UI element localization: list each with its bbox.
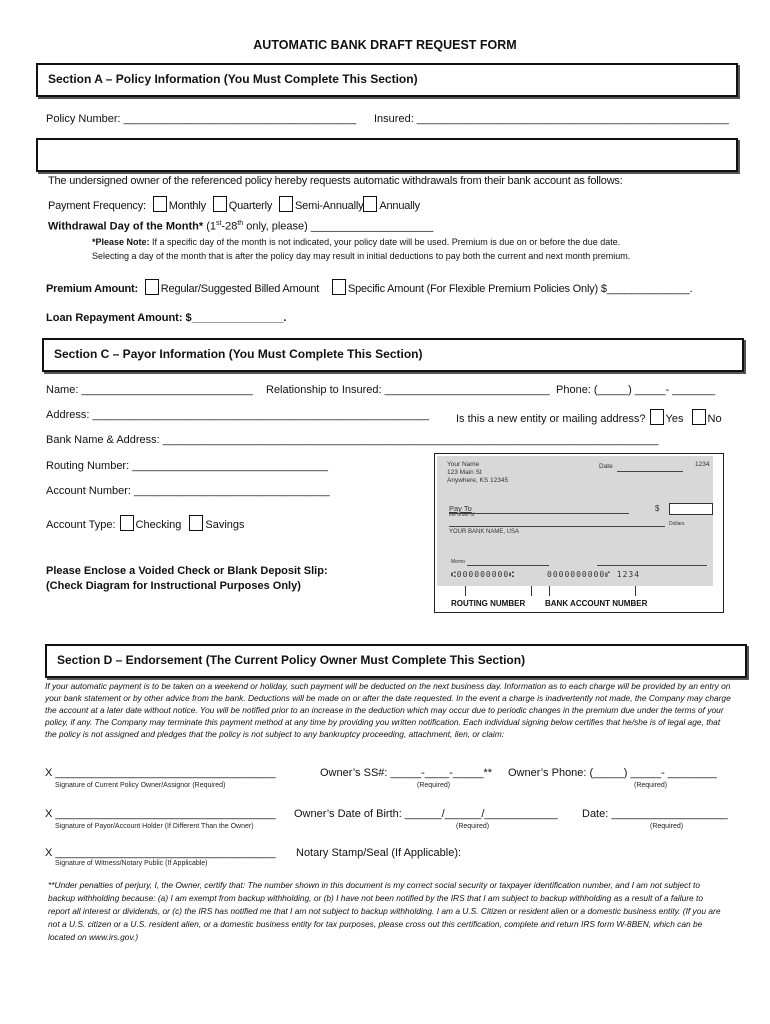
- annually-label: Annually: [379, 200, 420, 212]
- withdrawal-intro: The undersigned owner of the referenced policy hereby requests automatic withdrawals from their bank account as follows:: [48, 175, 623, 187]
- withdrawal-day-field[interactable]: only, please) ____________________: [243, 220, 434, 233]
- section-a-title: Section A – Policy Information (You Must Complete This Section): [48, 72, 418, 86]
- insured-field[interactable]: Insured: ___________________________________________________: [374, 113, 729, 125]
- withdrawal-range-mid: -28: [221, 220, 238, 233]
- quarterly-checkbox[interactable]: [213, 196, 227, 212]
- check-payer-city: Anywhere, KS 12345: [447, 477, 509, 484]
- ssn-required-caption: (Required): [417, 782, 451, 789]
- checking-label: Checking: [135, 519, 182, 531]
- account-type-label: Account Type:: [46, 519, 116, 531]
- premium-amount-label: Premium Amount:: [46, 283, 138, 295]
- payor-signature-line[interactable]: X ____________________________________: [45, 808, 276, 820]
- dob-required-caption: (Required): [456, 823, 490, 830]
- witness-signature-caption: Signature of Witness/Notary Public (If Applicable): [55, 860, 208, 867]
- date-required-caption: (Required): [650, 823, 684, 830]
- policy-number-field[interactable]: Policy Number: ______________________________________: [46, 113, 357, 125]
- check-dollars-label: Dollars: [669, 521, 685, 527]
- routing-number-caption: ROUTING NUMBER: [451, 599, 526, 608]
- premium-amount-row: [46, 279, 692, 295]
- check-pay-to: Pay To: [449, 504, 472, 513]
- check-amount-box: [669, 503, 713, 515]
- check-bank-name: YOUR BANK NAME, USA: [449, 529, 520, 535]
- account-tick-left: [549, 586, 551, 596]
- enclose-check-instruction: Please Enclose a Voided Check or Blank Deposit Slip:: [46, 565, 328, 577]
- loan-repayment-field[interactable]: Loan Repayment Amount: $_______________.: [46, 312, 287, 324]
- monthly-label: Monthly: [168, 200, 206, 212]
- section-c-header: [42, 338, 744, 372]
- endorsement-paragraph: If your automatic payment is to be taken on a weekend or holiday, such payment will be deducted on the next business day. Information as to each charge will be provided by an entry on your bank statement or by other advice from the bank. Deductions will be made on or after the date requested. In the event a charge is inadvertently not made, the Company may charge the account at a later date without notice. You will be notified prior to an increase in the deduction which may occur due to periodic changes in the premium due under the terms of your policy, if any. The Company may terminate this payment method at any time by providing you written notification. Each individual signing below certifies that he/she is of legal age, that the policy is not assigned and pledges that the policy is not subject to any bankruptcy proceeding, attachment, lien, or claim:: [45, 681, 731, 739]
- check-micr-account: 0000000000⑈ 1234: [547, 570, 641, 579]
- payor-signature-caption: Signature of Payor/Account Holder (If Different Than the Owner): [55, 823, 254, 830]
- withdrawal-day-row[interactable]: [48, 220, 433, 233]
- witness-signature-line[interactable]: X ____________________________________: [45, 847, 276, 859]
- new-address-question: [456, 409, 722, 425]
- section-a-header: [36, 63, 738, 97]
- check-micr-routing: ⑆000000000⑆: [451, 570, 515, 579]
- tax-certification-footnote: **Under penalties of perjury, I, the Owner, certify that: The number shown in this document is my correct social security or taxpayer identification number, and I am not subject to backup withholding because: (a) I am exempt from backup withholding, or (b) I have not been notified by the IRS that I am subject to backup withholding as a result of a failure to report all interest or dividends, or (c) the IRS has notified me that I am not subject to backup withholding. I am a U.S. Citizen or resident alien or a domestic business entity. (If you are not a U.S. citizen or a U.S. resident alien, or a domestic business entity for tax purposes, please cross out this certification, complete and return IRS form W-8BEN, which can be located on www.irs.gov.): [48, 880, 721, 942]
- specific-amount-field[interactable]: Specific Amount (For Flexible Premium Policies Only) $______________.: [347, 283, 693, 295]
- no-label: No: [707, 413, 722, 425]
- withdrawal-st: st: [215, 220, 222, 227]
- withdrawal-day-label: Withdrawal Day of the Month*: [48, 220, 204, 233]
- section-d-title: Section D – Endorsement (The Current Policy Owner Must Complete This Section): [57, 653, 526, 667]
- account-tick-right: [635, 586, 637, 596]
- withdrawal-th: th: [237, 220, 244, 227]
- check-date-label: Date: [599, 463, 613, 470]
- yes-checkbox[interactable]: [650, 409, 664, 425]
- relationship-field[interactable]: Relationship to Insured: ___________________________: [266, 384, 550, 396]
- phone-required-caption: (Required): [634, 782, 668, 789]
- new-address-label: Is this a new entity or mailing address?: [456, 413, 646, 425]
- form-title: AUTOMATIC BANK DRAFT REQUEST FORM: [253, 38, 517, 52]
- withdrawal-range-start: (1: [206, 220, 216, 233]
- check-face: [437, 456, 713, 586]
- check-diagram: [434, 453, 724, 613]
- routing-tick-left: [465, 586, 467, 596]
- annually-checkbox[interactable]: [363, 196, 377, 212]
- no-checkbox[interactable]: [692, 409, 706, 425]
- account-type-row: [46, 515, 245, 531]
- savings-label: Savings: [205, 519, 245, 531]
- routing-tick-right: [531, 586, 533, 596]
- savings-checkbox[interactable]: [189, 515, 203, 531]
- payor-phone-field[interactable]: Phone: (_____) _____- _______: [556, 384, 716, 396]
- check-payer-street: 123 Main St: [447, 469, 482, 476]
- check-amount-line: [449, 526, 665, 527]
- account-number-field[interactable]: Account Number: ________________________________: [46, 485, 330, 497]
- owner-signature-line[interactable]: X ____________________________________: [45, 767, 276, 779]
- note-text-1: If a specific day of the month is not indicated, your policy date will be used. Premium is due on or before the due date.: [149, 237, 621, 247]
- semi-annually-checkbox[interactable]: [279, 196, 293, 212]
- check-dollar-sign: $: [655, 504, 660, 513]
- notary-stamp-label: Notary Stamp/Seal (If Applicable):: [296, 847, 462, 859]
- check-payee-line: [449, 513, 629, 514]
- check-memo-line: [467, 565, 549, 566]
- check-pay-to-sub: the order of: [449, 512, 475, 518]
- regular-amount-checkbox[interactable]: [145, 279, 159, 295]
- semi-annually-label: Semi-Annually: [295, 200, 364, 212]
- signature-date-field[interactable]: Date: ___________________: [582, 808, 728, 820]
- enclose-check-note: (Check Diagram for Instructional Purposes Only): [46, 580, 301, 592]
- routing-number-field[interactable]: Routing Number: ________________________________: [46, 460, 328, 472]
- section-c-title: Section C – Payor Information (You Must Complete This Section): [54, 347, 423, 361]
- owner-ssn-field[interactable]: Owner’s SS#: _____-____-_____**: [320, 767, 493, 779]
- payor-address-field[interactable]: Address: _______________________________________________________: [46, 409, 429, 421]
- payment-frequency-label: Payment Frequency:: [48, 200, 146, 212]
- withdrawal-note-1: [92, 237, 620, 247]
- payment-frequency-row: [48, 196, 420, 212]
- monthly-checkbox[interactable]: [153, 196, 167, 212]
- check-signature-line: [597, 565, 707, 566]
- bank-name-field[interactable]: Bank Name & Address: _________________________________________________________________________________: [46, 434, 659, 446]
- yes-label: Yes: [665, 413, 684, 425]
- check-payer-name: Your Name: [447, 461, 480, 468]
- check-memo-label: Memo: [451, 559, 465, 565]
- note-bold: *Please Note:: [92, 237, 150, 247]
- specific-amount-checkbox[interactable]: [332, 279, 346, 295]
- payor-name-field[interactable]: Name: ____________________________: [46, 384, 253, 396]
- section-d-header: [45, 644, 747, 678]
- owner-dob-field[interactable]: Owner’s Date of Birth: ______/______/____________: [294, 808, 558, 820]
- check-number: 1234: [695, 461, 710, 468]
- checking-checkbox[interactable]: [120, 515, 134, 531]
- owner-signature-caption: Signature of Current Policy Owner/Assignor (Required): [55, 782, 226, 789]
- quarterly-label: Quarterly: [228, 200, 273, 212]
- regular-amount-label: Regular/Suggested Billed Amount: [160, 283, 320, 295]
- withdrawal-note-2: Selecting a day of the month that is after the policy day may result in initial deductions to pay both the current and next month premium.: [92, 251, 631, 261]
- section-b-header: [36, 138, 738, 172]
- owner-phone-field[interactable]: Owner’s Phone: (_____) _____- ________: [508, 767, 717, 779]
- check-date-line: [617, 471, 683, 472]
- account-number-caption: BANK ACCOUNT NUMBER: [545, 599, 648, 608]
